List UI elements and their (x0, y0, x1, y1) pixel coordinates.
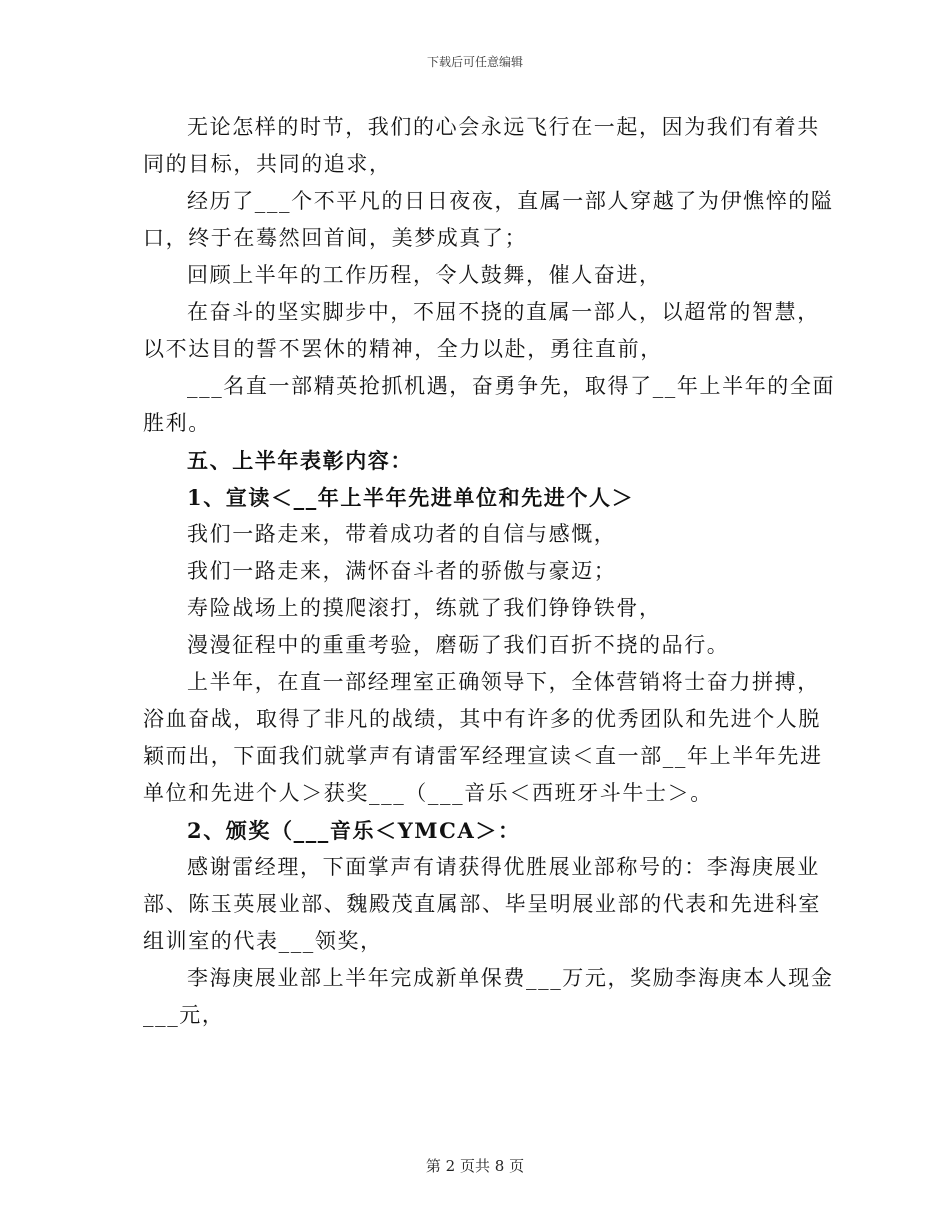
text-line: 同的目标，共同的追求， (143, 152, 392, 176)
text-line: 部、陈玉英展业部、魏殿茂直属部、毕呈明展业部的代表和先进科室 (143, 892, 821, 916)
heading-text: 五、上半年表彰内容： (187, 448, 413, 473)
paragraph (143, 627, 808, 664)
text-line: 我们一路走来，带着成功者的自信与感慨， (187, 522, 617, 546)
heading-text: 2、颁奖（___音乐＜YMCA＞： (187, 818, 521, 843)
paragraph (143, 368, 836, 442)
page-header: 下载后可任意编辑 (426, 55, 523, 69)
text-line: 经历了___个不平凡的日日夜夜，直属一部人穿越了为伊憔悴的隘 (187, 189, 834, 213)
text-line: 漫漫征程中的重重考验，磨砺了我们百折不挠的品行。 (187, 633, 730, 657)
heading-text: 1、宣读＜__年上半年先进单位和先进个人＞ (187, 485, 635, 510)
text-line: 李海庚展业部上半年完成新单保费___万元，奖励李海庚本人现金 (187, 966, 834, 990)
subsection-heading (143, 812, 808, 849)
text-line: 我们一路走来，满怀奋斗者的骄傲与豪迈； (187, 559, 617, 583)
text-line: 感谢雷经理，下面掌声有请获得优胜展业部称号的：李海庚展业 (187, 855, 820, 879)
paragraph (143, 664, 823, 812)
text-line: ___名直一部精英抢抓机遇，奋勇争先，取得了__年上半年的全面 (187, 374, 836, 398)
section-heading (143, 442, 808, 479)
subsection-heading (143, 479, 808, 516)
text-line: 无论怎样的时节，我们的心会永远飞行在一起，因为我们有着共 (187, 115, 820, 139)
paragraph (143, 553, 808, 590)
text-line: 颖而出，下面我们就掌声有请雷军经理宣读＜直一部__年上半年先进 (143, 744, 823, 768)
paragraph (143, 516, 808, 553)
text-line: 组训室的代表___领奖， (143, 929, 383, 953)
text-line: 浴血奋战，取得了非凡的战绩，其中有许多的优秀团队和先进个人脱 (143, 707, 821, 731)
text-line: 单位和先进个人＞获奖___（___音乐＜西班牙斗牛士＞。 (143, 781, 713, 805)
paragraph (143, 849, 821, 960)
paragraph (143, 590, 808, 627)
paragraph (143, 183, 834, 257)
text-line: 上半年，在直一部经理室正确领导下，全体营销将士奋力拼搏， (187, 670, 820, 694)
paragraph (143, 109, 820, 183)
document-body (143, 109, 836, 1034)
text-line: 以不达目的誓不罢休的精神，全力以赴，勇往直前， (143, 337, 663, 361)
text-line: 口，终于在蓦然回首间，美梦成真了； (143, 226, 528, 250)
text-line: 在奋斗的坚实脚步中，不屈不挠的直属一部人，以超常的智慧， (187, 300, 820, 324)
text-line: 胜利。 (143, 411, 211, 435)
text-line: 回顾上半年的工作历程，令人鼓舞，催人奋进， (187, 263, 662, 287)
text-line: 寿险战场上的摸爬滚打，练就了我们铮铮铁骨， (187, 596, 662, 620)
page-footer: 第 2 页共 8 页 (425, 1157, 525, 1175)
paragraph (143, 960, 834, 1034)
paragraph (143, 294, 820, 368)
text-line: ___元， (143, 1003, 225, 1027)
paragraph (143, 257, 808, 294)
